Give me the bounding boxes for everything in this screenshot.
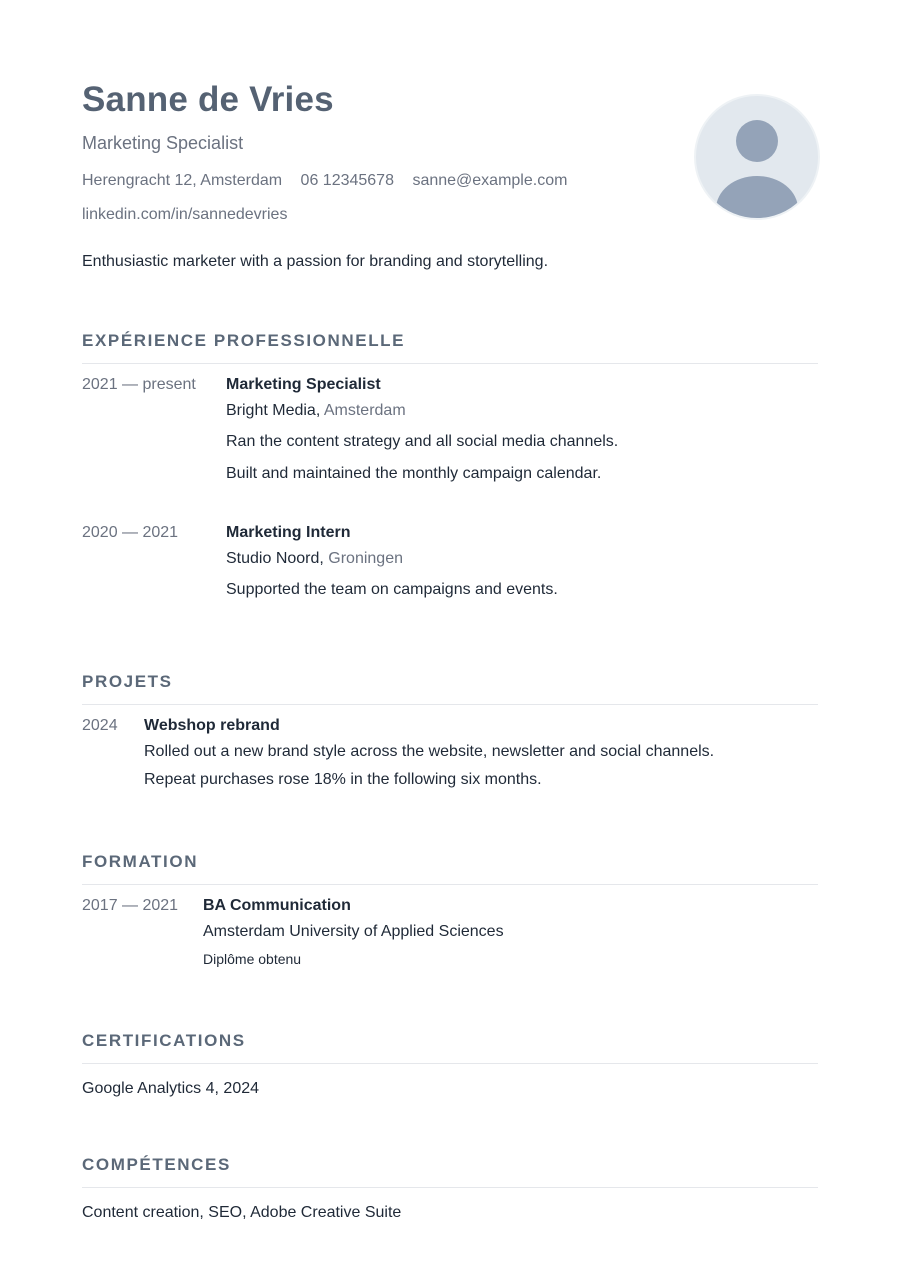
experience-position: Marketing Intern [226,524,351,541]
contact-linkedin[interactable]: linkedin.com/in/sannedevries [82,206,288,223]
section-title-projects: PROJETS [82,672,818,705]
experience-entry [82,524,818,600]
project-year: 2024 [82,717,118,734]
project-line: Repeat purchases rose 18% in the following six months. [144,771,542,788]
contact-phone: 06 12345678 [300,172,394,189]
certifications-section [82,1031,818,1098]
contact-line [82,172,581,190]
education-school: Amsterdam University of Applied Sciences [203,923,504,940]
experience-company: Studio Noord [226,550,320,567]
project-name: Webshop rebrand [144,717,280,734]
section-title-experience: EXPÉRIENCE PROFESSIONNELLE [82,331,818,364]
candidate-role: Marketing Specialist [82,133,244,153]
experience-company: Bright Media [226,402,316,419]
section-title-certifications: CERTIFICATIONS [82,1031,818,1064]
education-dates: 2017 — 2021 [82,897,179,914]
section-title-skills: COMPÉTENCES [82,1155,818,1188]
experience-position: Marketing Specialist [226,376,381,393]
projects-section [82,672,818,791]
avatar [696,96,818,218]
project-line: Rolled out a new brand style across the website, newsletter and social channels. [144,743,715,760]
section-title-education: FORMATION [82,852,818,885]
experience-dates: 2021 — present [82,376,196,393]
education-degree: BA Communication [203,897,351,914]
experience-section [82,331,818,600]
education-entry [82,897,818,967]
certifications-text: Google Analytics 4, 2024 [82,1080,260,1097]
contact-email[interactable]: sanne@example.com [412,172,568,189]
education-section [82,852,818,967]
experience-location: Amsterdam [323,402,406,419]
skills-section [82,1155,818,1222]
experience-entry [82,376,818,484]
user-silhouette-icon [696,96,818,218]
experience-org: Bright Media, Amsterdam [226,402,406,419]
candidate-name: Sanne de Vries [82,80,334,119]
education-status: Diplôme obtenu [203,951,302,967]
experience-location: Groningen [328,550,403,567]
experience-bullet: Supported the team on campaigns and events. [226,581,558,598]
contact-address: Herengracht 12, Amsterdam [82,172,283,189]
experience-dates: 2020 — 2021 [82,524,179,541]
profile-summary: Enthusiastic marketer with a passion for branding and storytelling. [82,253,549,270]
skills-text: Content creation, SEO, Adobe Creative Suite [82,1204,402,1221]
project-entry [82,717,818,791]
resume-header [82,0,818,300]
experience-org: Studio Noord, Groningen [226,550,403,567]
experience-bullet: Built and maintained the monthly campaign calendar. [226,465,602,482]
experience-bullet: Ran the content strategy and all social media channels. [226,433,619,450]
